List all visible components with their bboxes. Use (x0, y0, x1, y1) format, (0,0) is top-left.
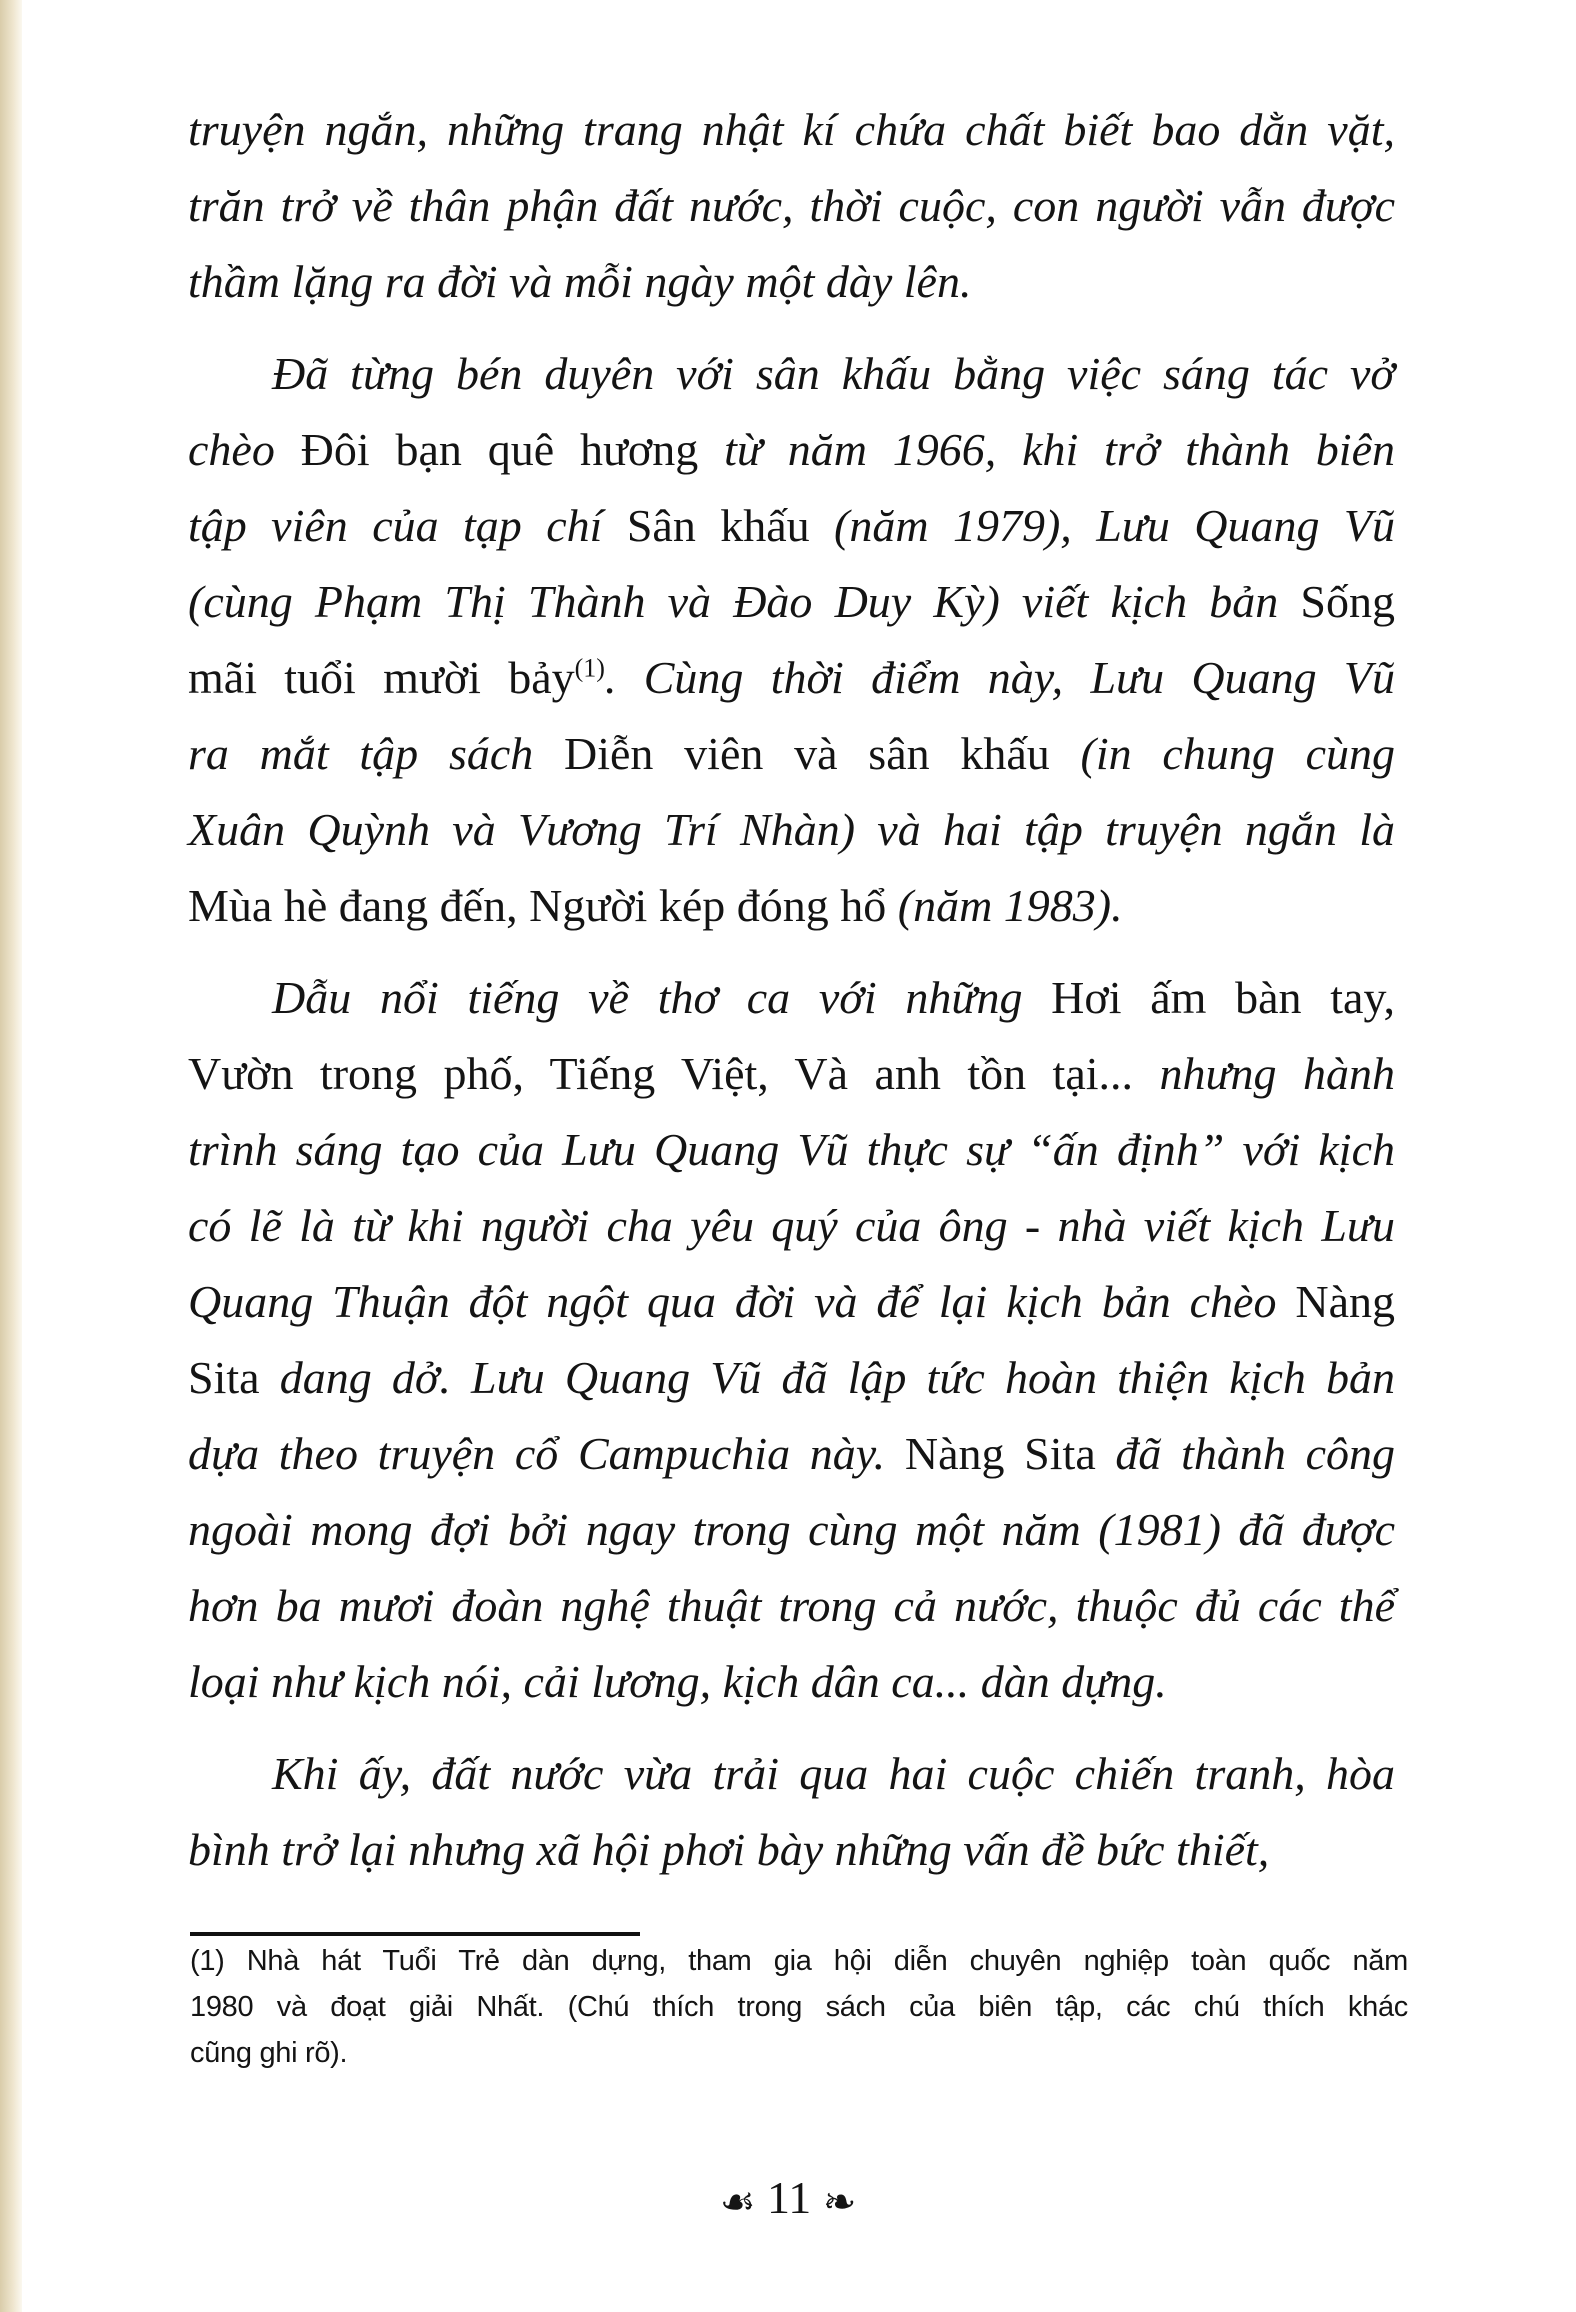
italic-text: (in chung cùng (1080, 728, 1395, 779)
italic-text: (cùng Phạm Thị Thành và Đào Duy Kỳ) viết kịch bản (188, 576, 1301, 627)
text-line (188, 244, 1395, 320)
italic-text: Đã từng bén duyên với sân khấu bằng việc sáng tác vở (272, 348, 1395, 399)
italic-text: tập viên của tạp chí (188, 500, 627, 551)
footnote-divider (190, 1932, 640, 1936)
title-text: Sống (1300, 576, 1395, 627)
italic-text: trình sáng tạo của Lưu Quang Vũ thực sự “ấn định” với kịch (188, 1124, 1395, 1175)
text-line (188, 960, 1395, 1036)
book-spine-edge (0, 0, 22, 2312)
page-footer (0, 2170, 1576, 2230)
text-line (188, 1492, 1395, 1568)
italic-text: . Cùng thời điểm này, Lưu Quang Vũ (604, 652, 1395, 703)
text-line (188, 92, 1395, 168)
italic-text: chèo (188, 424, 301, 475)
text-line (188, 1736, 1395, 1812)
text-line (188, 336, 1395, 412)
italic-text: loại như kịch nói, cải lương, kịch dân ca... dàn dựng. (188, 1656, 1167, 1707)
text-line (188, 1188, 1395, 1264)
title-text: Diễn viên và sân khấu (564, 728, 1081, 779)
italic-text: đã thành công (1115, 1428, 1395, 1479)
italic-text: dang dở. Lưu Quang Vũ đã lập tức hoàn thiện kịch bản (279, 1352, 1396, 1403)
italic-text: nhưng hành (1159, 1048, 1395, 1099)
text-line (188, 1264, 1395, 1340)
text-line (188, 564, 1395, 640)
text-line (188, 1112, 1395, 1188)
title-text: Đôi bạn quê hương (300, 424, 725, 475)
italic-text: bình trở lại nhưng xã hội phơi bày những vấn đề bức thiết, (188, 1824, 1270, 1875)
footnote-reference: (1) (574, 653, 605, 683)
italic-text: (năm 1979), Lưu Quang Vũ (834, 500, 1396, 551)
floral-ornament-left-icon: ☙ (719, 2179, 756, 2226)
footnote-line: 1980 và đoạt giải Nhất. (Chú thích trong sách của biên tập, các chú thích khác (190, 1991, 1408, 2023)
title-text: Nàng Sita (904, 1428, 1116, 1479)
italic-text: Xuân Quỳnh và Vương Trí Nhàn) và hai tập truyện ngắn là (188, 804, 1395, 855)
title-text: Mùa hè đang đến, Người kép đóng hổ (188, 880, 898, 931)
text-line (188, 168, 1395, 244)
title-text: Vườn trong phố, Tiếng Việt, Và anh tồn tại... (188, 1048, 1160, 1099)
italic-text: (năm 1983). (897, 880, 1123, 931)
italic-text: có lẽ là từ khi người cha yêu quý của ông - nhà viết kịch Lưu (188, 1200, 1395, 1251)
paragraph (188, 1736, 1395, 1888)
paragraph (188, 960, 1395, 1720)
italic-text: Quang Thuận đột ngột qua đời và để lại kịch bản chèo (188, 1276, 1296, 1327)
footnote-line: cũng ghi rõ). (190, 2037, 348, 2069)
text-line (188, 792, 1395, 868)
italic-text: ra mắt tập sách (188, 728, 565, 779)
text-line (188, 1416, 1395, 1492)
footnote (190, 1938, 1408, 2076)
paragraph (188, 92, 1395, 320)
italic-text: truyện ngắn, những trang nhật kí chứa chất biết bao dằn vặt, (188, 104, 1395, 155)
text-line (188, 412, 1395, 488)
italic-text: thầm lặng ra đời và mỗi ngày một dày lên. (188, 256, 972, 307)
title-text: Sân khấu (626, 500, 835, 551)
text-line (188, 868, 1395, 944)
italic-text: Dẫu nổi tiếng về thơ ca với những (272, 972, 1052, 1023)
text-line (188, 640, 1395, 716)
text-line (188, 1644, 1395, 1720)
text-line (188, 1036, 1395, 1112)
italic-text: từ năm 1966, khi trở thành biên (724, 424, 1396, 475)
footnote-line: (1) Nhà hát Tuổi Trẻ dàn dựng, tham gia hội diễn chuyên nghiệp toàn quốc năm (190, 1945, 1408, 1977)
title-text: mãi tuổi mười bảy (188, 652, 575, 703)
title-text: Nàng (1295, 1276, 1395, 1327)
body-text (188, 92, 1395, 1904)
paragraph (188, 336, 1395, 944)
text-line (188, 1340, 1395, 1416)
italic-text: ngoài mong đợi bởi ngay trong cùng một năm (1981) đã được (188, 1504, 1395, 1555)
italic-text: hơn ba mươi đoàn nghệ thuật trong cả nước, thuộc đủ các thể (188, 1580, 1395, 1631)
italic-text: trăn trở về thân phận đất nước, thời cuộc, con người vẫn được (188, 180, 1395, 231)
text-line (188, 1568, 1395, 1644)
page-number: 11 (767, 2172, 812, 2223)
floral-ornament-right-icon: ❧ (822, 2179, 857, 2226)
text-line (188, 716, 1395, 792)
italic-text: Khi ấy, đất nước vừa trải qua hai cuộc chiến tranh, hòa (272, 1748, 1395, 1799)
text-line (188, 488, 1395, 564)
text-line (188, 1812, 1395, 1888)
title-text: Hơi ấm bàn tay, (1051, 972, 1395, 1023)
italic-text: dựa theo truyện cổ Campuchia này. (188, 1428, 905, 1479)
title-text: Sita (188, 1352, 280, 1403)
